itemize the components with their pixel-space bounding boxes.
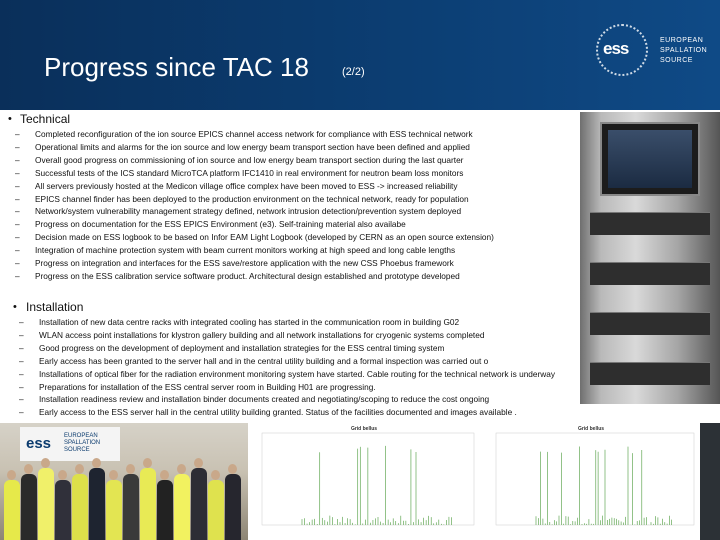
list-item: [15, 270, 494, 283]
section-bullet: •: [8, 113, 12, 125]
dash-marker: –: [15, 206, 20, 217]
item-text: WLAN access point installations for klystron gallery building and all network installations for cryogenic systems completed: [39, 329, 485, 340]
side-strip: [700, 423, 720, 540]
person-head: [92, 458, 101, 468]
person-head: [177, 464, 186, 474]
person-head: [228, 464, 237, 474]
dash-marker: –: [15, 154, 20, 165]
section-title-installation: Installation: [26, 300, 84, 314]
list-item: [15, 180, 494, 193]
person-head: [7, 470, 16, 480]
person-figure: [106, 480, 122, 540]
dash-marker: –: [15, 258, 20, 269]
item-text: Successful tests of the ICS standard MicroTCA platform IFC1410 in real environment for neutron beam loss monitors: [35, 167, 464, 178]
person-figure: [72, 474, 88, 540]
item-text: All servers previously hosted at the Medicon village office complex have been moved to ESS -> increased reliability: [35, 180, 458, 191]
item-text: Installations of optical fiber for the radiation environment monitoring system have started. Cable routing for the technical network is underway: [39, 368, 556, 379]
logo-mark: ess: [603, 39, 629, 58]
banner-logo: ess: [26, 435, 52, 452]
list-item: [19, 316, 555, 329]
rack-module: [590, 212, 710, 235]
item-text: Early access to the ESS server hall in the central utility building granted. Status of the facilities documented and images available .: [39, 407, 517, 418]
list-item: [19, 329, 555, 342]
chart-panel-right: [482, 423, 700, 540]
item-text: Network/system vulnerability management strategy defined, network intrusion detection/prevention system deployed: [35, 206, 462, 217]
item-text: Overall good progress on commissioning of ion source and low energy beam transport section during the last quarter: [35, 154, 464, 165]
list-item: [19, 342, 555, 355]
item-text: Good progress on the development of deployment and installation strategies for the ESS central timing system: [39, 342, 445, 353]
item-text: EPICS channel finder has been deployed to the production environment on the technical network, ready for population: [35, 193, 469, 204]
person-head: [194, 458, 203, 468]
installation-list: [19, 316, 555, 419]
list-item: [15, 167, 494, 180]
banner-line: SPALLATION: [64, 440, 101, 446]
item-text: Installation readiness review and installation binder documents created and negotiating/scoping to reduce the cost ongoing: [39, 394, 490, 405]
list-item: [15, 128, 494, 141]
rack-module: [590, 262, 710, 285]
person-head: [58, 470, 67, 480]
person-head: [160, 470, 169, 480]
dash-marker: –: [19, 355, 24, 366]
list-item: [15, 218, 494, 231]
chart-panel-left: [248, 423, 480, 540]
person-figure: [225, 474, 241, 540]
list-item: [19, 368, 555, 381]
list-item: [15, 257, 494, 270]
item-text: Progress on the ESS calibration service software product. Architectural design established and prototype developed: [35, 270, 460, 281]
person-figure: [123, 474, 139, 540]
slide-header: [0, 0, 720, 110]
list-item: [15, 193, 494, 206]
list-item: [19, 381, 555, 394]
monitor-screen: [600, 122, 700, 196]
item-text: Early access has been granted to the server hall and in the central utility building and a formal inspection was carried out o: [39, 355, 489, 366]
chart-title: Grid bellus: [577, 426, 605, 432]
person-figure: [4, 480, 20, 540]
person-figure: [21, 474, 37, 540]
logo-text: [660, 36, 720, 66]
dash-marker: –: [19, 342, 24, 353]
item-text: Preparations for installation of the ESS central server room in Building H01 are progressing.: [39, 381, 376, 392]
rack-module: [590, 312, 710, 335]
dash-marker: –: [15, 270, 20, 281]
item-text: Decision made on ESS logbook to be based on Infor EAM Light Logbook (developed by CERN as an open source extension): [35, 232, 494, 243]
slide-title: Progress since TAC 18: [44, 52, 309, 82]
chart-plot-left: [248, 423, 480, 540]
person-head: [109, 470, 118, 480]
slide-subtitle: (2/2): [342, 66, 365, 78]
person-figure: [140, 468, 156, 540]
person-figure: [89, 468, 105, 540]
person-head: [24, 464, 33, 474]
group-photo: [0, 423, 248, 540]
list-item: [15, 205, 494, 218]
dash-marker: –: [19, 317, 24, 327]
dash-marker: –: [19, 381, 24, 392]
item-text: Progress on documentation for the ESS EPICS Environment (e3). Self-training material also availabe: [35, 219, 406, 230]
dash-marker: –: [15, 129, 20, 139]
person-head: [41, 458, 50, 468]
item-text: Completed reconfiguration of the ion source EPICS channel access network for compliance with ESS technical network: [35, 129, 473, 139]
person-figure: [208, 480, 224, 540]
banner-line: SOURCE: [64, 447, 90, 453]
person-head: [143, 458, 152, 468]
ess-logo: [596, 24, 716, 78]
item-text: Integration of machine protection system with beam current monitors working at high speed and long cable lengths: [35, 245, 456, 256]
rack-module: [590, 362, 710, 385]
dash-marker: –: [15, 141, 20, 152]
person-figure: [174, 474, 190, 540]
dash-marker: –: [19, 407, 24, 418]
dash-marker: –: [19, 394, 24, 405]
rack-photo: [580, 112, 720, 404]
logo-line: EUROPEAN: [660, 37, 704, 44]
item-text: Operational limits and alarms for the ion source and low energy beam transport section have been defined and applied: [35, 141, 470, 152]
section-bullet: •: [13, 301, 17, 313]
dash-marker: –: [15, 232, 20, 243]
list-item: [19, 355, 555, 368]
list-item: [19, 393, 555, 406]
chart-title: Grid bellus: [350, 426, 378, 432]
banner-text: [64, 433, 124, 454]
logo-line: SPALLATION: [660, 47, 708, 54]
dash-marker: –: [15, 245, 20, 256]
person-figure: [55, 480, 71, 540]
dash-marker: –: [19, 329, 24, 340]
dash-marker: –: [15, 180, 20, 191]
person-figure: [38, 468, 54, 540]
list-item: [15, 244, 494, 257]
logo-line: SOURCE: [660, 57, 693, 64]
person-figure: [191, 468, 207, 540]
list-item: [15, 141, 494, 154]
list-item: [15, 231, 494, 244]
item-text: Progress on integration and interfaces for the ESS save/restore application with the new CSS Phoebus framework: [35, 258, 454, 269]
banner-line: EUROPEAN: [64, 433, 98, 439]
dash-marker: –: [15, 193, 20, 204]
section-title-technical: Technical: [20, 112, 71, 126]
item-text: Installation of new data centre racks with integrated cooling has started in the communication room in building G02: [39, 317, 460, 327]
technical-list: [15, 128, 494, 283]
chart-plot-right: [482, 423, 700, 540]
person-head: [211, 470, 220, 480]
list-item: [15, 154, 494, 167]
dash-marker: –: [15, 219, 20, 230]
dash-marker: –: [19, 368, 24, 379]
person-figure: [157, 480, 173, 540]
list-item: [19, 406, 555, 419]
dash-marker: –: [15, 167, 20, 178]
person-head: [126, 464, 135, 474]
person-head: [75, 464, 84, 474]
